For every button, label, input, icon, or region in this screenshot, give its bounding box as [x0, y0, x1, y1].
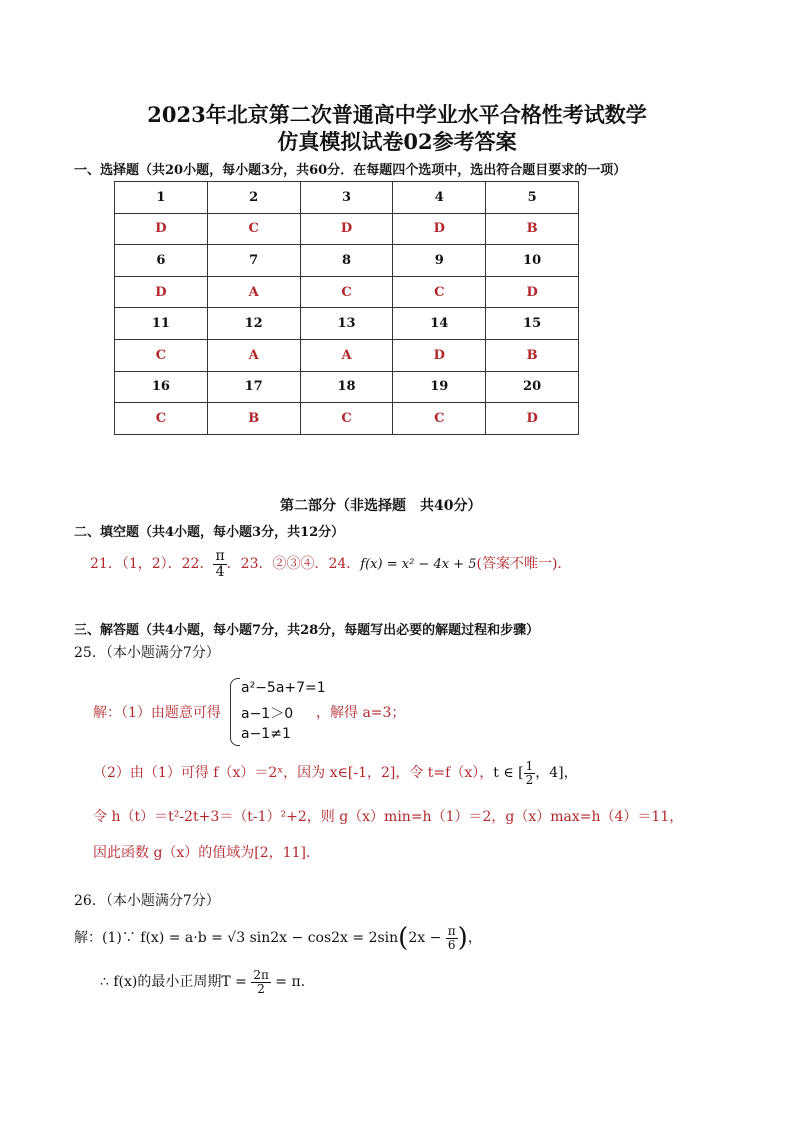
- right-paren-icon: ): [457, 923, 468, 953]
- answer-letter: A: [300, 339, 393, 371]
- question-number: 19: [393, 371, 486, 403]
- question-number: 17: [207, 371, 300, 403]
- answer-table: [114, 181, 579, 435]
- answer-24-note: (答案不唯一)．: [476, 556, 572, 572]
- section-1-heading: 一、选择题（共20小题，每小题3分，共60分．在每题四个选项中，选出符合题目要求的一项）: [74, 163, 627, 178]
- q26-line1-end: ，: [467, 930, 482, 946]
- period-fraction: [251, 969, 271, 995]
- table-row: [115, 403, 579, 435]
- question-number: 1: [115, 182, 208, 214]
- table-row: [115, 213, 579, 245]
- answer-letter: A: [207, 339, 300, 371]
- q25-result: ，解得 a=3；: [316, 705, 406, 721]
- answer-21: 21．（1，2）．22．: [90, 556, 214, 572]
- question-number: 12: [207, 308, 300, 340]
- q26-line2: [100, 963, 315, 1001]
- fraction-denominator: 6: [447, 937, 456, 952]
- q26-period-result: = π．: [270, 974, 315, 990]
- q26-title: 26．（本小题满分7分）: [74, 893, 220, 909]
- fraction-numerator: 1: [525, 758, 534, 773]
- answer-letter: D: [115, 276, 208, 308]
- answer-letter: C: [393, 276, 486, 308]
- answer-letter: A: [207, 276, 300, 308]
- system-equation-2: a−1＞0: [241, 706, 294, 722]
- fraction-numerator: π: [447, 923, 456, 938]
- q25-part2-line2: 令 h（t）＝t²-2t+3＝（t-1）²+2，则 g（x）min=h（1）＝2，g（x）max=h（4）＝11，: [93, 809, 684, 825]
- fraction-numerator: π: [215, 547, 225, 564]
- table-row: [115, 245, 579, 277]
- table-row: [115, 182, 579, 214]
- question-number: 18: [300, 371, 393, 403]
- q25-title: 25．（本小题满分7分）: [74, 645, 220, 661]
- q26-expression: 解：(1)∵ f(x) = a·b = √3 sin2x − cos2x = 2sin: [74, 930, 399, 946]
- answer-letter: D: [115, 213, 208, 245]
- question-number: 11: [115, 308, 208, 340]
- system-equation-1: a²−5a+7=1: [241, 680, 326, 696]
- question-number: 2: [207, 182, 300, 214]
- interval-open: t ∈ [: [493, 765, 524, 781]
- page-title-line1: 2023年北京第二次普通高中学业水平合格性考试数学: [147, 102, 647, 127]
- table-row: [115, 308, 579, 340]
- answer-letter: D: [486, 403, 579, 435]
- q25-intro: 解：（1）由题意可得: [93, 705, 221, 721]
- section-2-heading: 二、填空题（共4小题，每小题3分，共12分）: [74, 525, 345, 540]
- answer-22-fraction: [213, 549, 226, 579]
- part-2-heading: 第二部分（非选择题 共40分）: [280, 498, 482, 514]
- q25-part2-line: [93, 758, 578, 788]
- question-number: 14: [393, 308, 486, 340]
- question-number: 3: [300, 182, 393, 214]
- answer-letter: D: [486, 276, 579, 308]
- question-number: 5: [486, 182, 579, 214]
- q26-period-text: ∴ f(x)的最小正周期T =: [100, 974, 252, 990]
- fraction-denominator: 2: [257, 981, 265, 996]
- q25-conclusion: 因此函数 g（x）的值域为[2，11]．: [93, 845, 320, 861]
- answer-letter: B: [207, 403, 300, 435]
- pi-over-6-fraction: [446, 925, 458, 951]
- section-3-heading: 三、解答题（共4小题，每小题7分，共28分，每题写出必要的解题过程和步骤）: [74, 623, 540, 638]
- answer-letter: B: [486, 339, 579, 371]
- fraction-numerator: 2π: [253, 967, 269, 982]
- fraction-denominator: 4: [215, 563, 225, 580]
- answer-letter: C: [300, 403, 393, 435]
- question-number: 6: [115, 245, 208, 277]
- question-number: 4: [393, 182, 486, 214]
- question-number: 16: [115, 371, 208, 403]
- answer-letter: C: [393, 403, 486, 435]
- interval-fraction: [524, 760, 536, 786]
- answer-letter: C: [115, 403, 208, 435]
- answer-24-expression: f(x) = x² − 4x + 5: [360, 557, 477, 572]
- answer-letter: D: [393, 213, 486, 245]
- answer-letter: D: [300, 213, 393, 245]
- q26-line1: [74, 918, 482, 958]
- fraction-denominator: 2: [525, 772, 534, 787]
- equation-system-brace: [230, 678, 240, 746]
- question-number: 8: [300, 245, 393, 277]
- answer-letter: C: [115, 339, 208, 371]
- question-number: 20: [486, 371, 579, 403]
- question-number: 9: [393, 245, 486, 277]
- question-number: 15: [486, 308, 579, 340]
- answer-letter: C: [207, 213, 300, 245]
- table-row: [115, 371, 579, 403]
- question-number: 13: [300, 308, 393, 340]
- q25-part2-text: （2）由（1）可得 f（x）＝2ˣ，因为 x∈[-1，2]，令 t=f（x），: [93, 765, 494, 781]
- system-equation-3: a−1≠1: [241, 726, 291, 742]
- table-row: [115, 276, 579, 308]
- q26-argument: 2x −: [408, 930, 446, 946]
- question-number: 7: [207, 245, 300, 277]
- page-title-line2: 仿真模拟试卷02参考答案: [277, 129, 517, 154]
- fill-answers-line: [90, 546, 571, 583]
- answer-letter: B: [486, 213, 579, 245]
- answer-23: ．23．②③④．24．: [226, 556, 361, 572]
- answer-letter: D: [393, 339, 486, 371]
- answer-letter: C: [300, 276, 393, 308]
- interval-close: ，4]，: [535, 765, 578, 781]
- left-paren-icon: (: [398, 923, 409, 953]
- question-number: 10: [486, 245, 579, 277]
- table-row: [115, 339, 579, 371]
